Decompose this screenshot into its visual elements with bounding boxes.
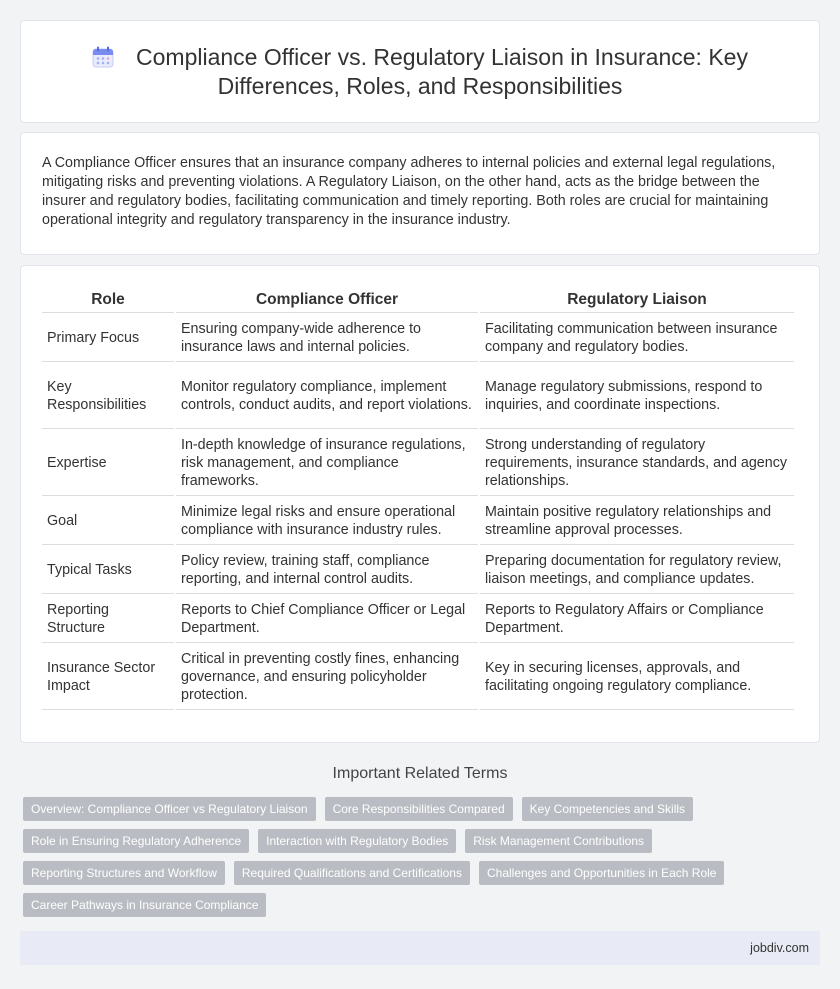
intro-text: A Compliance Officer ensures that an insurance company adheres to internal policies and external legal regulations, mitigating risks and preventing violations. A Regulatory Liaison, on the other hand, acts as the bridge between the insurer and regulatory bodies, facilitating communication and timely reporting. Both roles are crucial for maintaining operational integrity and regulatory transparency in the insurance industry. (42, 155, 776, 228)
compliance-officer-cell: Reports to Chief Compliance Officer or Legal Department. (176, 594, 478, 643)
header-compliance-officer: Compliance Officer (176, 286, 478, 313)
title-card (20, 20, 820, 123)
row-role-cell: Primary Focus (42, 313, 174, 362)
calendar-icon (92, 46, 114, 68)
row-role-cell: Expertise (42, 429, 174, 496)
related-term-tag[interactable]: Risk Management Contributions (465, 829, 652, 853)
table-row (42, 313, 794, 362)
table-row (42, 594, 794, 643)
row-role-cell: Insurance Sector Impact (42, 643, 174, 710)
row-role-cell: Reporting Structure (42, 594, 174, 643)
regulatory-liaison-cell: Key in securing licenses, approvals, and facilitating ongoing regulatory compliance. (480, 643, 794, 710)
regulatory-liaison-cell: Facilitating communication between insurance company and regulatory bodies. (480, 313, 794, 362)
header-role: Role (42, 286, 174, 313)
compliance-officer-cell: Monitor regulatory compliance, implement controls, conduct audits, and report violations. (176, 362, 478, 429)
related-term-tag[interactable]: Challenges and Opportunities in Each Role (479, 861, 724, 885)
compliance-officer-cell: Ensuring company-wide adherence to insurance laws and internal policies. (176, 313, 478, 362)
compliance-officer-cell: Minimize legal risks and ensure operational compliance with insurance industry rules. (176, 496, 478, 545)
intro-card (20, 132, 820, 255)
related-term-tag[interactable]: Career Pathways in Insurance Compliance (23, 893, 266, 917)
compliance-officer-cell: Critical in preventing costly fines, enhancing governance, and ensuring policyholder protection. (176, 643, 478, 710)
related-term-tag[interactable]: Key Competencies and Skills (522, 797, 693, 821)
footer-site-link[interactable]: jobdiv.com (750, 941, 809, 955)
table-row (42, 545, 794, 594)
footer (20, 931, 820, 965)
regulatory-liaison-cell: Strong understanding of regulatory requirements, insurance standards, and agency relationships. (480, 429, 794, 496)
row-role-cell: Goal (42, 496, 174, 545)
related-term-tag[interactable]: Role in Ensuring Regulatory Adherence (23, 829, 249, 853)
related-term-tag[interactable]: Core Responsibilities Compared (325, 797, 513, 821)
header-regulatory-liaison: Regulatory Liaison (480, 286, 794, 313)
page-title: Compliance Officer vs. Regulatory Liaison in Insurance: Key Differences, Roles, and Responsibilities (136, 43, 748, 99)
table-header-row (42, 286, 794, 313)
related-term-tag[interactable]: Overview: Compliance Officer vs Regulatory Liaison (23, 797, 316, 821)
related-term-tag[interactable]: Required Qualifications and Certifications (234, 861, 470, 885)
row-role-cell: Typical Tasks (42, 545, 174, 594)
regulatory-liaison-cell: Preparing documentation for regulatory review, liaison meetings, and compliance updates. (480, 545, 794, 594)
regulatory-liaison-cell: Reports to Regulatory Affairs or Compliance Department. (480, 594, 794, 643)
comparison-table (40, 286, 796, 710)
related-term-tag[interactable]: Interaction with Regulatory Bodies (258, 829, 456, 853)
compliance-officer-cell: In-depth knowledge of insurance regulations, risk management, and compliance frameworks. (176, 429, 478, 496)
related-terms-list (23, 797, 820, 917)
regulatory-liaison-cell: Manage regulatory submissions, respond to inquiries, and coordinate inspections. (480, 362, 794, 429)
table-row (42, 643, 794, 710)
related-terms-heading: Important Related Terms (332, 765, 508, 782)
compliance-officer-cell: Policy review, training staff, compliance reporting, and internal control audits. (176, 545, 478, 594)
page-title-block (61, 43, 779, 101)
regulatory-liaison-cell: Maintain positive regulatory relationships and streamline approval processes. (480, 496, 794, 545)
related-term-tag[interactable]: Reporting Structures and Workflow (23, 861, 225, 885)
comparison-card (20, 265, 820, 743)
row-role-cell: Key Responsibilities (42, 362, 174, 429)
table-row (42, 362, 794, 429)
table-row (42, 429, 794, 496)
table-row (42, 496, 794, 545)
